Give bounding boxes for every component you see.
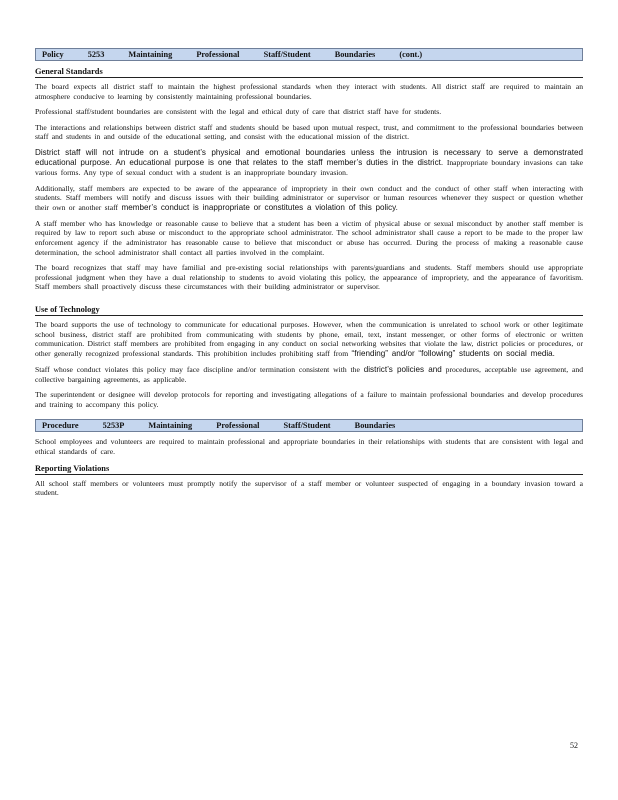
emphasized-text: “friending” and/or “following” students on social media. bbox=[351, 348, 555, 358]
section-heading-reporting: Reporting Violations bbox=[35, 463, 583, 475]
procedure-label: Procedure bbox=[42, 421, 79, 431]
page-number: 52 bbox=[570, 741, 578, 750]
procedure-header-bar bbox=[35, 419, 583, 432]
paragraph bbox=[35, 365, 583, 385]
policy-title-word: Professional bbox=[196, 50, 240, 59]
paragraph-text: Staff whose conduct violates this policy may face discipline and/or termination consistent with the bbox=[35, 364, 360, 374]
policy-number: 5253 bbox=[87, 50, 105, 59]
policy-title-word: Boundaries bbox=[334, 50, 376, 59]
paragraph: The interactions and relationships between district staff and students should be based upon mutual respect, trust, and commitment to the professional boundaries between staff and students in and outside of the educational setting, and consist with the educational mission of the district. bbox=[35, 122, 583, 142]
paragraph-text: Inappropriate boundary invasions can take various forms. Any type of sexual conduct with a student is an inappropriate boundary invasion. bbox=[35, 157, 583, 177]
paragraph bbox=[35, 148, 583, 178]
policy-header-bar bbox=[35, 48, 583, 61]
document-page bbox=[35, 48, 583, 504]
paragraph-text: The board supports the use of technology to communicate for educational purposes. However, when the communication is unrelated to school work or other legitimate school business, district staff are prohibited from communicating with students by phone, email, text, instant messenger, or other forms of electronic or written communication. District staff members are prohibited from engaging in any conduct on social networking websites that violate the law, district policies or procedures, or other generally recognized professional standards. This prohibition includes prohibiting staff from bbox=[35, 319, 583, 358]
paragraph: School employees and volunteers are required to maintain professional and appropriate boundaries in their relationships with students that are consistent with legal and ethical standards of care. bbox=[35, 437, 583, 457]
procedure-title-word: Boundaries bbox=[354, 421, 396, 431]
section-heading-general: General Standards bbox=[35, 66, 583, 78]
paragraph bbox=[35, 184, 583, 213]
paragraph-text: procedures, acceptable use agreement, and collective bargaining agreements, as applicable. bbox=[35, 364, 584, 384]
procedure-title-word: Professional bbox=[216, 421, 260, 431]
paragraph: The superintendent or designee will develop protocols for reporting and investigating allegations of a failure to maintain professional boundaries and develop procedures and training to accompany this policy. bbox=[35, 390, 583, 409]
procedure-number: 5253P bbox=[102, 421, 125, 431]
paragraph: The board recognizes that staff may have familial and pre-existing social relationships with parents/guardians and students. Staff members should use appropriate professional judgment when they have a dual relationship to students to avoid violating this policy, the appearance of impropriety, and the appearance of favoritism. Staff members shall proactively discuss these circumstances with their building administrator or supervisor. bbox=[35, 263, 583, 292]
policy-title-word: Staff/Student bbox=[263, 50, 311, 59]
paragraph-text: Additionally, staff members are expected to be aware of the appearance of impropriety in their own conduct and the conduct of other staff when interacting with students. Staff members will notify and discuss issues with their building administrator or supervisor or human resources whenever they suspect or question whether their own or another staff bbox=[35, 183, 583, 212]
emphasized-text: District staff will not intrude on a student’s physical and emotional boundaries unless the intrusion is necessary to serve a demonstrated educational purpose. An educational purpose is one that relates to the staff member’s duties in the district. bbox=[35, 147, 583, 167]
emphasized-text: district’s policies and bbox=[363, 364, 442, 374]
procedure-title-word: Maintaining bbox=[148, 421, 193, 431]
paragraph: The board expects all district staff to maintain the highest professional standards when they interact with students. All district staff are required to maintain an atmosphere conducive to learning by consistently maintaining professional boundaries. bbox=[35, 82, 583, 101]
paragraph bbox=[35, 320, 583, 359]
emphasized-text: member’s conduct is inappropriate or constitutes a violation of this policy. bbox=[121, 202, 398, 212]
policy-cont-label: (cont.) bbox=[399, 50, 423, 59]
policy-label: Policy bbox=[42, 50, 64, 59]
paragraph: A staff member who has knowledge or reasonable cause to believe that a student has been a victim of physical abuse or sexual misconduct by another staff member is required by law to report such abuse or misconduct to the appropriate school administrator. The school administrator shall cause a report to be made to the proper law enforcement agency if the administrator has reasonable cause to believe that misconduct or abuse has occurred. During the process of making a reasonable cause determination, the school administrator shall contact all parties involved in the complaint. bbox=[35, 218, 583, 257]
paragraph: Professional staff/student boundaries are consistent with the legal and ethical duty of care that district staff have for students. bbox=[35, 107, 442, 117]
paragraph: All school staff members or volunteers must promptly notify the supervisor of a staff member or volunteer suspected of engaging in a boundary invasion toward a student. bbox=[35, 478, 583, 498]
section-heading-technology: Use of Technology bbox=[35, 304, 583, 316]
procedure-title-word: Staff/Student bbox=[283, 421, 331, 431]
policy-title-word: Maintaining bbox=[128, 50, 173, 59]
